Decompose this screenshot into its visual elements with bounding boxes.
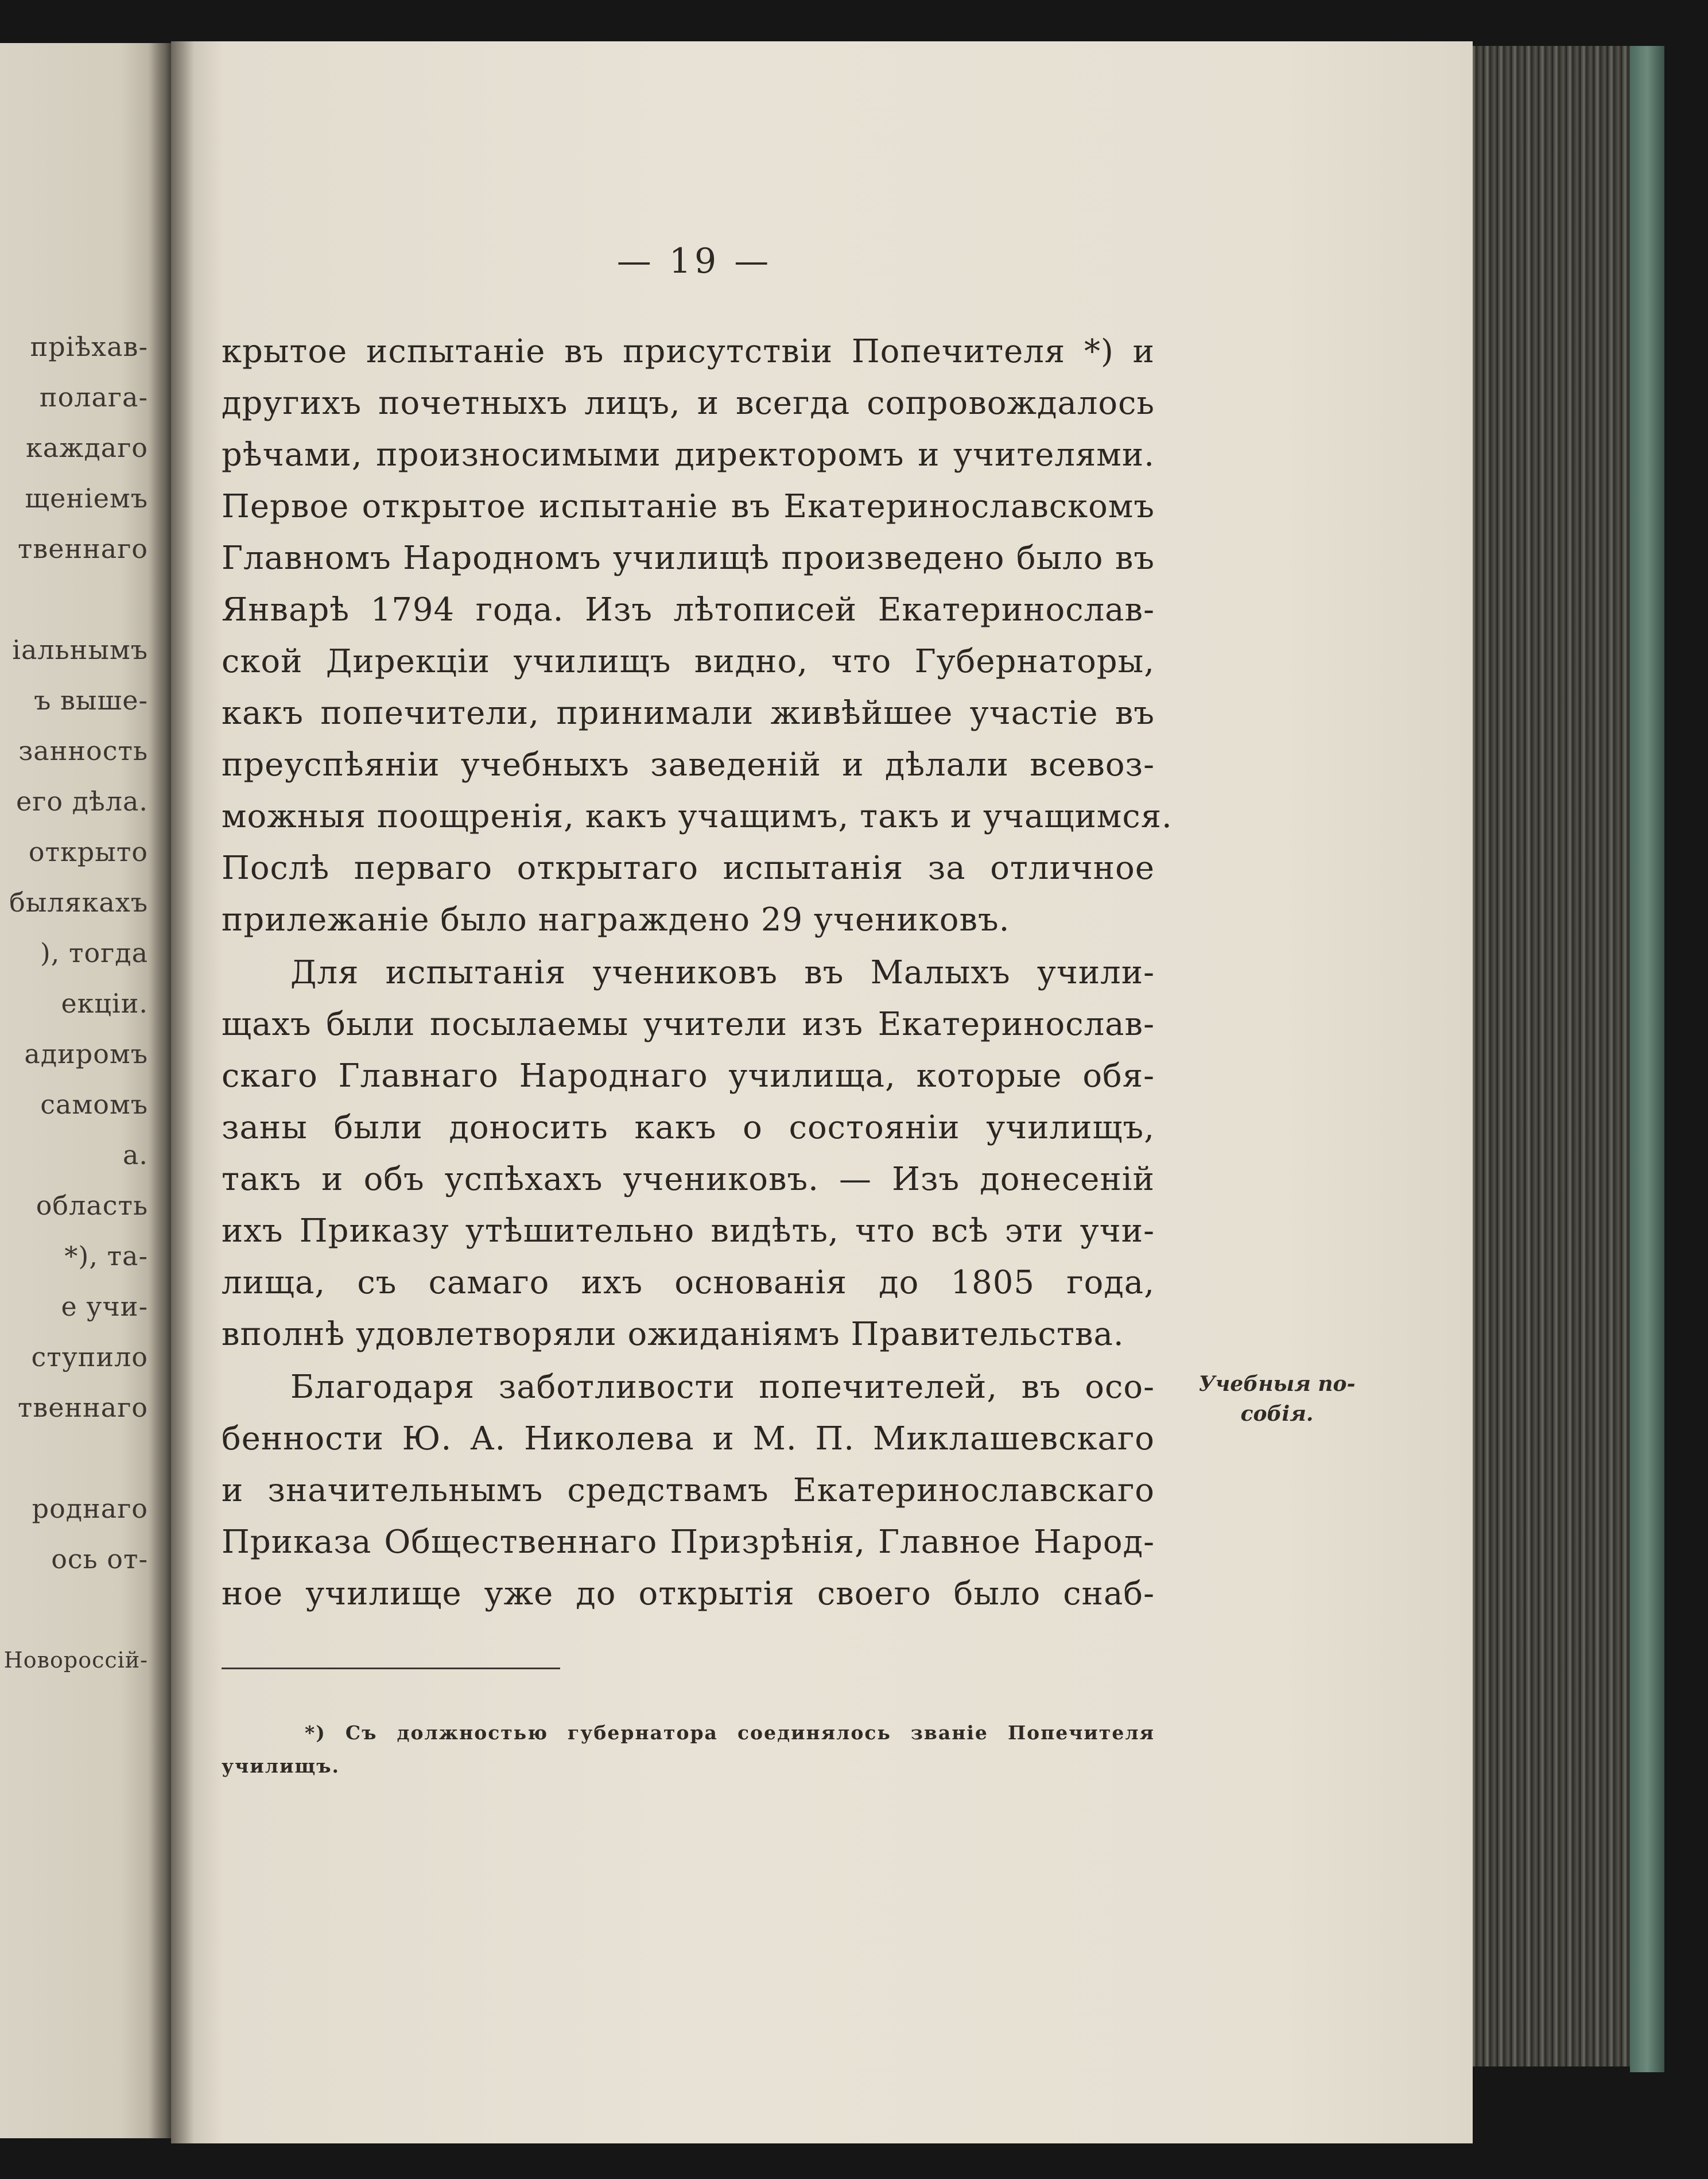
footnote-line: училищъ. (222, 1755, 340, 1777)
left-line: пріѣхав- (30, 331, 148, 362)
page-number: — 19 — (616, 241, 773, 281)
left-line: самомъ (40, 1089, 148, 1120)
left-line: екціи. (61, 988, 148, 1019)
page-inner-shadow (171, 41, 194, 2143)
body-line: ской Дирекціи училищъ видно, что Губернаторы, (222, 643, 1155, 680)
left-line: адиромъ (24, 1038, 148, 1069)
left-line: ступило (31, 1341, 148, 1372)
body-line: Послѣ перваго открытаго испытанія за отличное (222, 850, 1155, 887)
left-line: твеннаго (17, 533, 148, 564)
body-line: Для испытанія учениковъ въ Малыхъ учили- (290, 954, 1155, 991)
body-line: Благодаря заботливости попечителей, въ осо- (290, 1368, 1155, 1406)
left-line: область (36, 1190, 148, 1221)
footnote-line: *) Съ должностью губернатора соединялось званіе Попечителя (305, 1722, 1155, 1744)
body-line: преуспѣяніи учебныхъ заведеній и дѣлали всевоз- (222, 746, 1155, 784)
left-line: ), тогда (40, 937, 148, 968)
body-line: ное училище уже до открытія своего было снаб- (222, 1575, 1155, 1612)
left-line: щеніемъ (25, 483, 148, 514)
left-line: каждаго (25, 432, 148, 463)
body-line: вполнѣ удовлетворяли ожиданіямъ Правительства. (222, 1316, 1124, 1353)
body-line: Первое открытое испытаніе въ Екатеринославскомъ (222, 488, 1155, 525)
body-line: и значительнымъ средствамъ Екатеринославскаго (222, 1472, 1155, 1509)
body-line: прилежаніе было награждено 29 учениковъ. (222, 901, 1010, 939)
body-line: другихъ почетныхъ лицъ, и всегда сопровождалось (222, 385, 1155, 422)
left-line: іальнымъ (12, 634, 148, 665)
body-line: скаго Главнаго Народнаго училища, которые обя- (222, 1057, 1155, 1095)
body-line: заны были доносить какъ о состояніи училищъ, (222, 1109, 1155, 1146)
body-line: можныя поощренія, какъ учащимъ, такъ и учащимся. (222, 798, 1173, 835)
body-line: Приказа Общественнаго Призрѣнія, Главное Народ- (222, 1523, 1155, 1561)
body-line: бенности Ю. А. Николева и М. П. Миклашевскаго (222, 1420, 1155, 1457)
body-line: крытое испытаніе въ присутствіи Попечителя *) и (222, 333, 1155, 370)
body-line: Январѣ 1794 года. Изъ лѣтописей Екатеринослав- (222, 591, 1155, 629)
left-page-text (4, 321, 148, 1685)
left-line: роднаго (32, 1493, 148, 1524)
left-line: его дѣла. (16, 786, 148, 817)
body-line: рѣчами, произносимыми директоромъ и учителями. (222, 436, 1155, 474)
left-line: открыто (28, 836, 148, 867)
left-line: ъ выше- (34, 685, 148, 716)
body-line: лища, съ самаго ихъ основанія до 1805 года, (222, 1264, 1155, 1301)
left-line: Новороссій- (3, 1647, 148, 1673)
left-line: твеннаго (17, 1392, 148, 1423)
body-line: такъ и объ успѣхахъ учениковъ. — Изъ донесеній (222, 1161, 1155, 1198)
body-line: Главномъ Народномъ училищѣ произведено было въ (222, 540, 1155, 577)
left-line-gap (4, 1433, 148, 1483)
left-line: былякахъ (9, 887, 148, 918)
left-line: ось от- (51, 1544, 148, 1575)
left-line-gap (4, 1584, 148, 1635)
left-line: *), та- (64, 1240, 148, 1271)
book-cover-edge (1630, 46, 1664, 2072)
left-line: а. (122, 1139, 148, 1170)
book-page-edges (1470, 46, 1654, 2066)
margin-note: Учебныя по-собія. (1198, 1372, 1356, 1426)
left-line-gap (4, 574, 148, 625)
body-line: ихъ Приказу утѣшительно видѣть, что всѣ эти учи- (222, 1212, 1155, 1250)
body-line: щахъ были посылаемы учители изъ Екатеринослав- (222, 1006, 1155, 1043)
left-line: полага- (39, 382, 148, 413)
footnote (222, 1716, 1155, 1783)
body-line: какъ попечители, принимали живѣйшее участіе въ (222, 695, 1155, 732)
left-line: е учи- (61, 1291, 148, 1322)
left-line: занность (18, 735, 148, 766)
footnote-divider (222, 1668, 560, 1669)
